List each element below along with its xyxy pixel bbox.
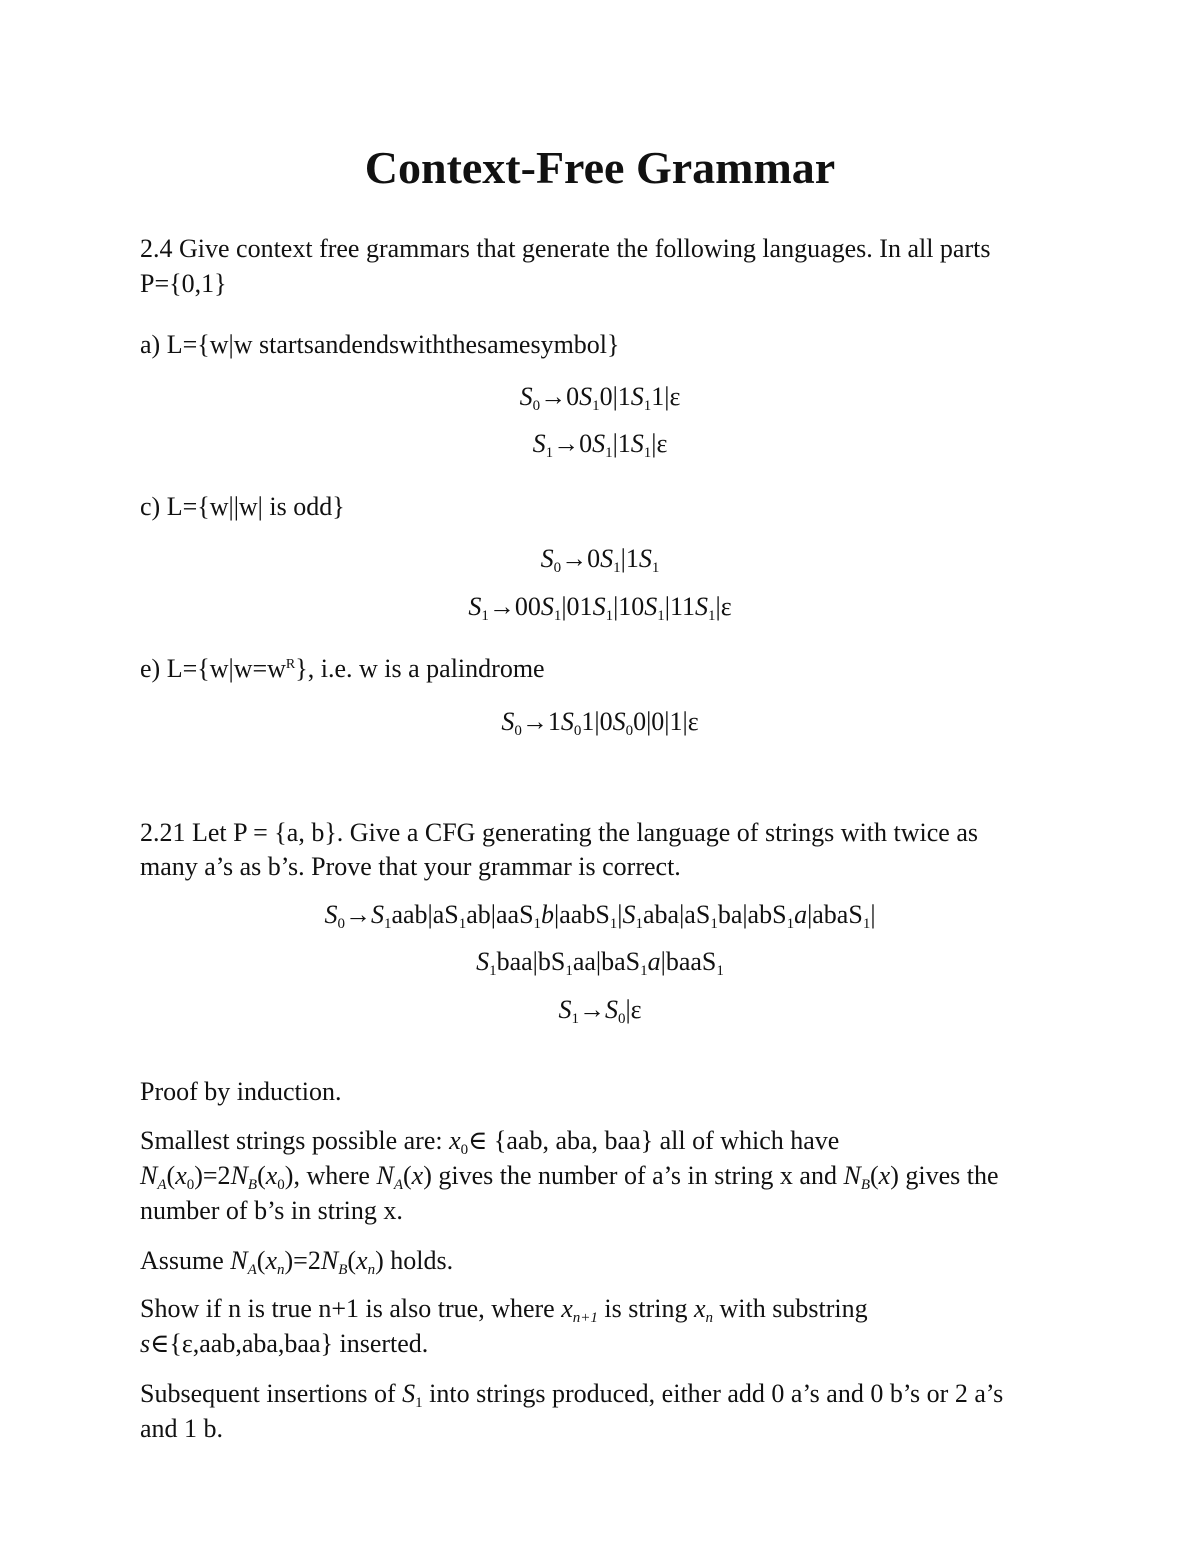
proof-p3-line2: s∈{ε,aab,aba,baa} inserted. bbox=[140, 1329, 429, 1358]
proof-p4-line1: Subsequent insertions of $S_1$ into strings produced, either add 0 a’s and 0 b’s or 2 a’s bbox=[140, 1379, 1004, 1411]
part-c-equation-2: $S_1\to 00S_1|01S_1|10S_1|11S_1|\varepsilon$ bbox=[468, 592, 732, 624]
part-e-label: e) $L=\{w|w=w^R\}$, i.e. w is a palindrome bbox=[140, 654, 545, 683]
part-a-equation-1: $S_0\to 0S_10|1S_11|\varepsilon$ bbox=[519, 382, 681, 414]
proof-p1-line3: number of b’s in string x. bbox=[140, 1196, 403, 1225]
q24-intro-line2: P={0,1} bbox=[140, 269, 227, 298]
q221-intro-line1: 2.21 Let P = {a, b}. Give a CFG generating the language of strings with twice as bbox=[140, 818, 978, 847]
proof-p1-line1: Smallest strings possible are: $x_0\in$ {aab, aba, baa} all of which have bbox=[140, 1126, 840, 1158]
part-a-equation-2: $S_1\to 0S_1|1S_1|\varepsilon$ bbox=[532, 429, 668, 461]
part-c-label: c) L={w||w| is odd} bbox=[140, 492, 345, 521]
q221-equation-1: $S_0\to S_1aab|aS_1ab|aaS_1b|aabS_1|S_1aba|aS_1ba|abS_1a|abaS_1|$ bbox=[324, 900, 876, 932]
proof-p2: Assume $N_A(x_n)=2N_B(x_n)$ holds. bbox=[140, 1246, 454, 1278]
q221-equation-3: $S_1\to S_0|\varepsilon$ bbox=[558, 995, 642, 1027]
page-title: Context-Free Grammar bbox=[364, 142, 836, 193]
proof-p4-line2: and 1 b. bbox=[140, 1414, 224, 1443]
proof-p3-line1: Show if n is true n+1 is also true, where $x_{n+1}$ is string $x_n$ with substring bbox=[140, 1294, 868, 1326]
q24-intro-line1: 2.4 Give context free grammars that generate the following languages. In all parts bbox=[140, 234, 991, 263]
part-a-label: a) L={w|w startsandendswiththesamesymbol} bbox=[140, 330, 620, 359]
proof-heading: Proof by induction. bbox=[140, 1077, 342, 1106]
proof-p1-line2: $N_A(x_0)=2N_B(x_0)$, where $N_A(x)$ gives the number of a’s in string x and $N_B(x)$ gives the bbox=[140, 1161, 999, 1193]
part-e-equation-1: $S_0\to 1S_01|0S_00|0|1|\varepsilon$ bbox=[501, 707, 699, 739]
q221-equation-2: $S_1baa|bS_1aa|baS_1a|baaS_1$ bbox=[476, 947, 724, 979]
part-c-equation-1: $S_0\to 0S_1|1S_1$ bbox=[540, 544, 660, 576]
q221-intro-line2: many a’s as b’s. Prove that your grammar is correct. bbox=[140, 852, 681, 881]
